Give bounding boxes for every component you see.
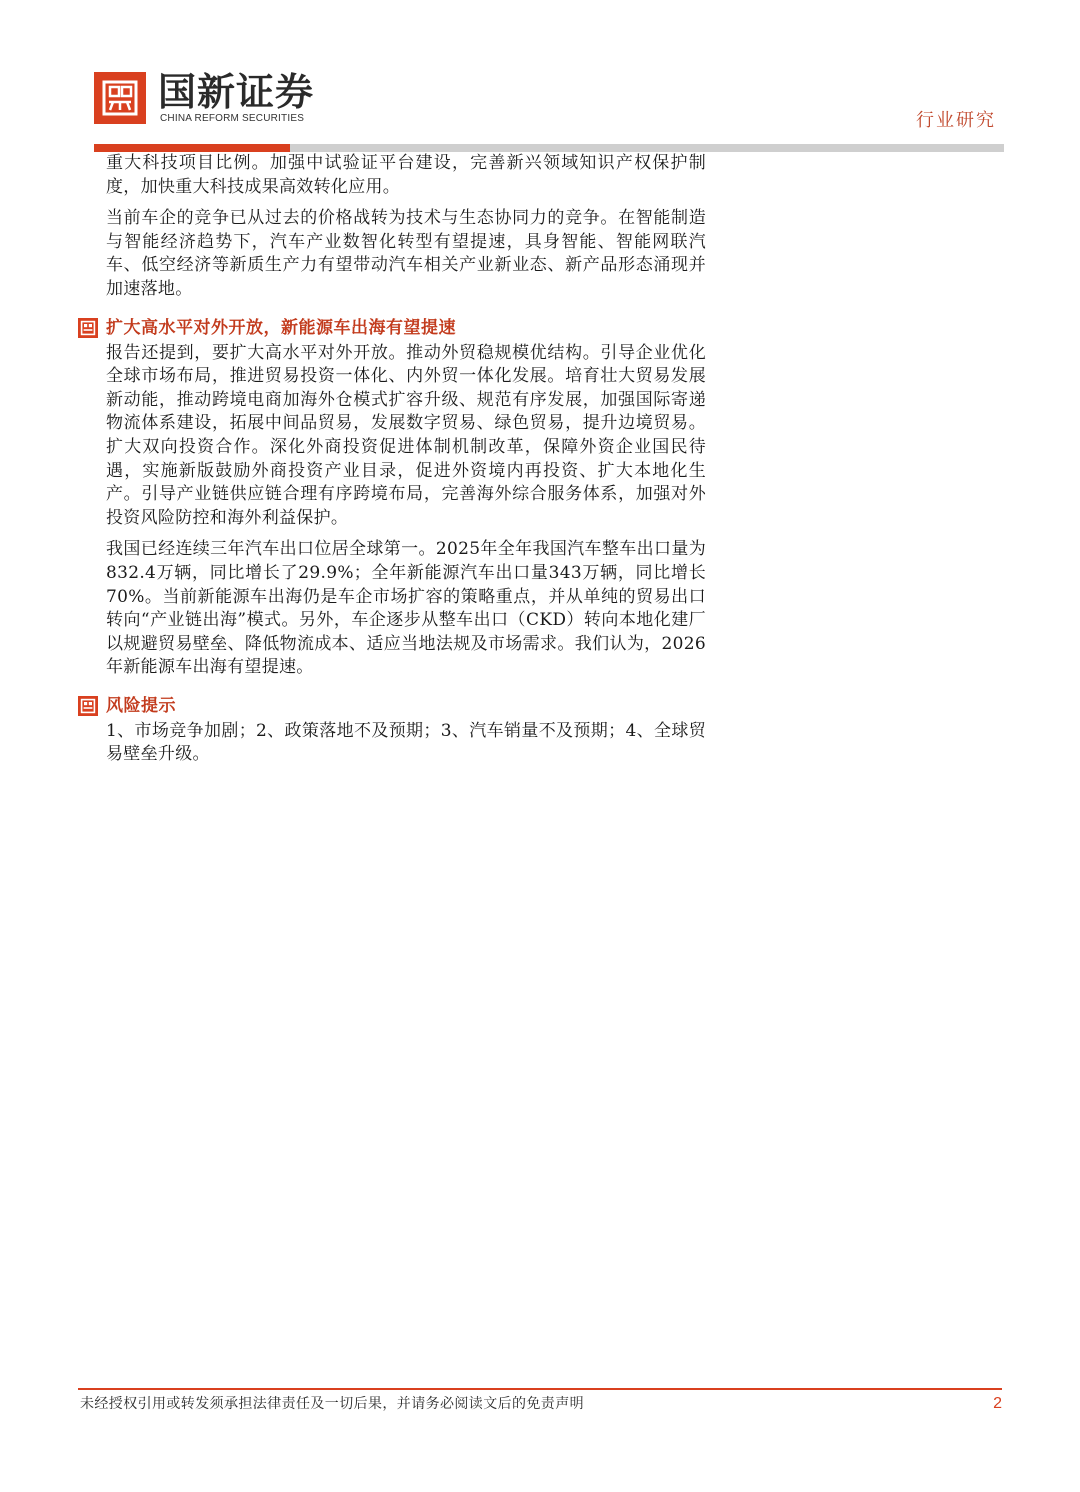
section-heading-opening-up xyxy=(78,316,706,340)
report-body xyxy=(106,152,706,767)
section-logo-icon xyxy=(78,318,98,338)
header-divider xyxy=(94,144,1004,152)
paragraph-3: 报告还提到，要扩大高水平对外开放。推动外贸稳规模优结构。引导企业优化全球市场布局，推进贸易投资一体化、内外贸一体化发展。培育壮大贸易发展新动能，推动跨境电商加海外仓模式扩容升级、规范有序发展，加强国际寄递物流体系建设，拓展中间品贸易，发展数字贸易、绿色贸易，提升边境贸易。扩大双向投资合作。深化外商投资促进体制机制改革，保障外资企业国民待遇，实施新版鼓励外商投资产业目录，促进外资境内再投资、扩大本地化生产。引导产业链供应链合理有序跨境布局，完善海外综合服务体系，加强对外投资风险防控和海外利益保护。 xyxy=(106,342,706,528)
footer-divider xyxy=(78,1388,1002,1390)
company-logo-icon xyxy=(94,72,146,124)
paragraph-2: 当前车企的竞争已从过去的价格战转为技术与生态协同力的竞争。在智能制造与智能经济趋势下，汽车产业数智化转型有望提速，具身智能、智能网联汽车、低空经济等新质生产力有望带动汽车相关产业新业态、新产品形态涌现并加速落地。 xyxy=(106,208,706,299)
header-divider-accent xyxy=(94,144,290,152)
section-logo-icon xyxy=(78,696,98,716)
footer-disclaimer: 未经授权引用或转发须承担法律责任及一切后果，并请务必阅读文后的免责声明 xyxy=(80,1396,584,1412)
page-number: 2 xyxy=(993,1395,1002,1412)
company-name-en: CHINA REFORM SECURITIES xyxy=(160,113,305,124)
section-title-opening-up: 扩大高水平对外开放，新能源车出海有望提速 xyxy=(106,317,456,338)
company-name-cn: 国新证券 xyxy=(158,70,315,114)
section-heading-risk xyxy=(78,694,706,718)
paragraph-1: 重大科技项目比例。加强中试验证平台建设，完善新兴领域知识产权保护制度，加快重大科技成果高效转化应用。 xyxy=(106,153,706,197)
paragraph-5: 1、市场竞争加剧；2、政策落地不及预期；3、汽车销量不及预期；4、全球贸易壁垒升级。 xyxy=(106,720,706,765)
section-title-risk: 风险提示 xyxy=(106,695,176,716)
report-category: 行业研究 xyxy=(916,110,996,131)
paragraph-4: 我国已经连续三年汽车出口位居全球第一。2025年全年我国汽车整车出口量为832.4万辆，同比增长了29.9%；全年新能源汽车出口量343万辆，同比增长70%。当前新能源车出海仍是车企市场扩容的策略重点，并从单纯的贸易出口转向“产业链出海”模式。另外，车企逐步从整车出口（CKD）转向本地化建厂以规避贸易壁垒、降低物流成本、适应当地法规及市场需求。我们认为，2026年新能源车出海有望提速。 xyxy=(106,539,706,678)
